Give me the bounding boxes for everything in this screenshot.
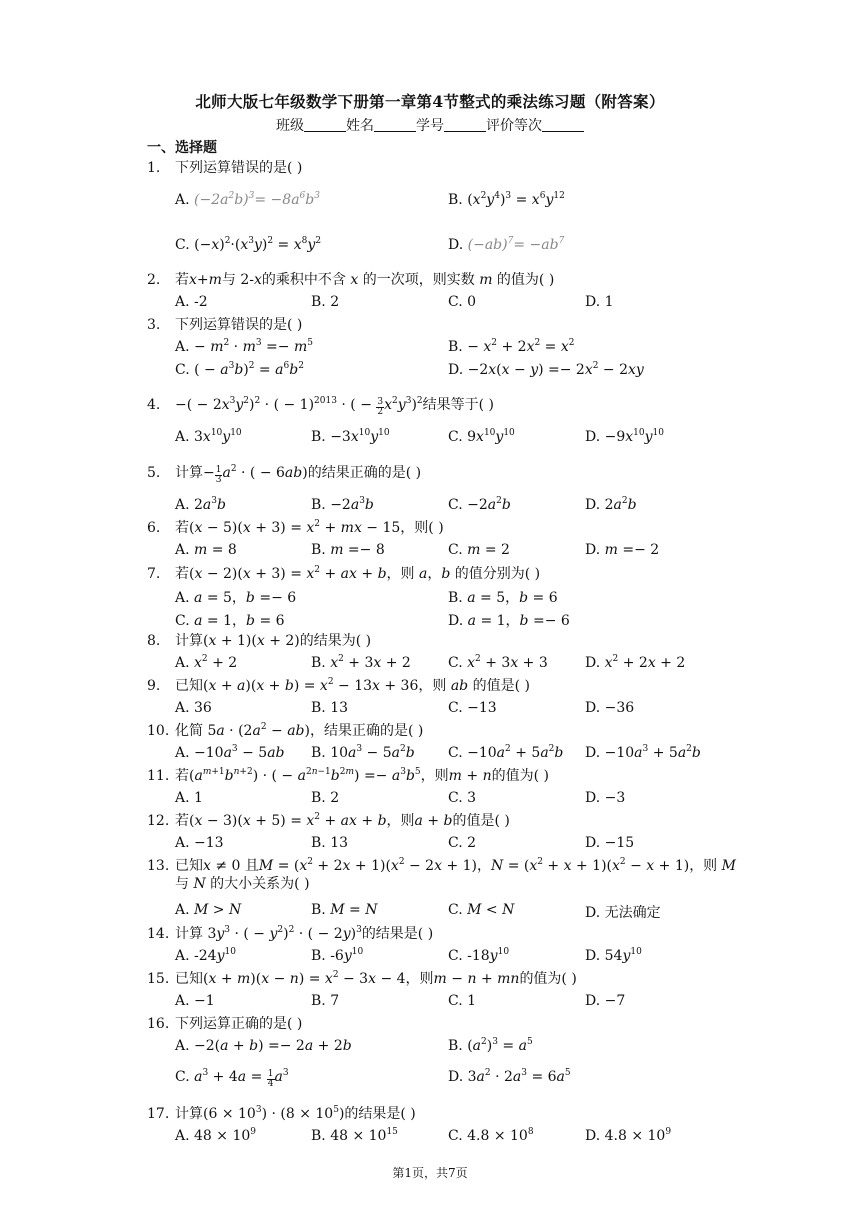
question-number: 3.	[147, 317, 161, 333]
option-a: A. m = 8	[175, 542, 237, 558]
question-stem: 计算(x + 1)(x + 2)的结果为( )	[175, 633, 372, 649]
question-stem: 化简 $5a \cdot (2a^2 - ab)$，结果正确的是( )	[175, 722, 424, 739]
option-b: B. $(a^2)^3 = a^5$	[448, 1037, 533, 1054]
option-a: A. $3x^{10}y^{10}$	[175, 428, 242, 445]
question-stem: 下列运算错误的是( )	[175, 317, 303, 333]
option-c: C. $a^3 + 4a$ = $\frac{1}{4}$ $a^3$	[175, 1068, 289, 1089]
option-d: D. −7	[585, 993, 626, 1009]
rank-label: 评价等次	[486, 118, 542, 134]
option-c: C. $9x^{10}y^{10}$	[448, 428, 515, 445]
question-stem: 若x+m与 2-x的乘积中不含 x 的一次项，则实数 m 的值为( )	[175, 272, 555, 288]
option-c: C. $-18y^{10}$	[448, 947, 510, 964]
option-b: B. M = N	[311, 902, 378, 918]
option-d: D. −15	[585, 835, 635, 851]
option-a: A. 36	[175, 700, 212, 716]
question-stem: 计算 $3y^3$ · ( − $y^2)^2$ · ( − 2y)$^3$的结果是( )	[175, 925, 434, 942]
question-stem: −( − $2x^3y^2)^2$ · ( − 1)$^{2013}$ · ( − $\frac{3}{2}$ $x^2y^3)^2$结果等于( )	[175, 396, 495, 417]
option-d: D. $(-ab)^7= -ab^7$	[448, 236, 565, 253]
option-d: D. $3a^2 \cdot 2a^3 = 6a^5$	[448, 1068, 571, 1085]
question-number: 4.	[147, 397, 161, 413]
option-b: B. $10a^3 - 5a^2b$	[311, 744, 415, 761]
question-number: 17.	[147, 1106, 170, 1122]
question-stem: 若$(a^{m+1}b^{n+2})$ · ( − $a^{2n-1}b^{2m}) =- a^3b^5$，则m + n的值为( )	[175, 767, 549, 784]
question-number: 5.	[147, 465, 161, 481]
option-a: A. $(-2a^2b)^3= -8a^6b^3$	[175, 191, 320, 208]
class-blank	[304, 119, 346, 132]
option-d: D. −3	[585, 790, 626, 806]
option-a: A. $-24y^{10}$	[175, 947, 236, 964]
option-d: D. 1	[585, 294, 614, 310]
option-c: C. M < N	[448, 902, 515, 918]
option-c: C. 0	[448, 294, 477, 310]
option-b: B. $-6y^{10}$	[311, 947, 364, 964]
option-d: D. a = 1，b =− 6	[448, 613, 570, 629]
question-stem: 已知x ≠ 0 且$M = (x^2 + 2x + 1)(x^2 - 2x + 1)$，$N = (x^2 + x + 1)(x^2 - x + 1)$，则 M 与 N 的大小关系为( )	[175, 857, 736, 892]
option-a: A. − $m^2 \cdot m^3 =- m^5$	[175, 338, 313, 355]
question-number: 15.	[147, 971, 170, 987]
option-a: A. −1	[175, 993, 215, 1009]
class-label: 班级	[276, 118, 304, 134]
option-d: D. $2a^2b$	[585, 496, 637, 513]
question-number: 10.	[147, 723, 170, 739]
option-b: B. 7	[311, 993, 340, 1009]
option-b: B. $-3x^{10}y^{10}$	[311, 428, 390, 445]
option-b: B. 2	[311, 790, 340, 806]
option-a: A. a = 5，b =− 6	[175, 590, 297, 606]
name-label: 姓名	[346, 118, 374, 134]
option-d: D. $-10a^3 + 5a^2b$	[585, 744, 701, 761]
option-c: C. ( − $a^3b)^2 = a^6b^2$	[175, 361, 304, 378]
question-stem: 下列运算正确的是( )	[175, 1016, 303, 1032]
option-c: C. $4.8 \times 10^8$	[448, 1127, 534, 1144]
question-stem: 计算− $\frac{1}{3}$ $a^2$ · ( − 6ab)的结果正确的是( )	[175, 464, 422, 485]
question-number: 12.	[147, 813, 170, 829]
option-c: C. $(-x)^2\cdot(x^3y)^2 = x^8y^2$	[175, 236, 322, 253]
question-number: 6.	[147, 520, 161, 536]
question-stem: 已知$(x + a)(x + b) = x^2 - 13x + 36$，则 ab 的值是( )	[175, 677, 530, 694]
question-stem: 下列运算错误的是( )	[175, 160, 303, 176]
option-d: D. 无法确定	[585, 905, 661, 921]
option-b: B. 13	[311, 700, 349, 716]
option-d: D. m =− 2	[585, 542, 660, 558]
question-stem: 若$(x - 5)(x + 3) = x^2$ + mx − 15，则( )	[175, 519, 444, 536]
question-number: 13.	[147, 858, 170, 874]
option-a: A. -2	[175, 294, 208, 310]
question-number: 14.	[147, 926, 170, 942]
student-info-line	[0, 115, 860, 135]
option-c: C. $x^2 + 3x + 3$	[448, 654, 548, 671]
option-c: C. m = 2	[448, 542, 510, 558]
question-number: 16.	[147, 1016, 170, 1032]
question-stem: 若$(x - 2)(x + 3) = x^2$ + ax + b，则 a，b 的值分别为( )	[175, 565, 541, 582]
option-d: D. $4.8 \times 10^9$	[585, 1127, 672, 1144]
option-d: D. $54y^{10}$	[585, 947, 642, 964]
option-b: B. $x^2 + 3x + 2$	[311, 654, 411, 671]
option-a: A. 1	[175, 790, 203, 806]
question-number: 8.	[147, 633, 161, 649]
option-d: D. $-9x^{10}y^{10}$	[585, 428, 664, 445]
name-blank	[374, 119, 416, 132]
section-title: 一、选择题	[147, 140, 217, 156]
option-b: B. $48 \times 10^{15}$	[311, 1127, 398, 1144]
option-a: A. $-10a^3 - 5ab$	[175, 744, 285, 761]
option-b: B. a = 5，b = 6	[448, 590, 558, 606]
option-b: B. m =− 8	[311, 542, 385, 558]
option-b: B. 13	[311, 835, 349, 851]
option-c: C. 1	[448, 993, 477, 1009]
option-a: A. −2(a + b) =− 2a + 2b	[175, 1038, 352, 1054]
option-a: A. $x^2 + 2$	[175, 654, 238, 671]
question-stem: 已知$(x + m)(x - n) = x^2 - 3x - 4$，则m − n + mn的值为( )	[175, 970, 577, 987]
question-stem: 若$(x - 3)(x + 5) = x^2$ + ax + b，则a + b的值是( )	[175, 812, 510, 829]
student-id-label: 学号	[416, 118, 444, 134]
option-a: A. −13	[175, 835, 224, 851]
question-number: 2.	[147, 272, 161, 288]
option-a: A. $2a^3b$	[175, 496, 226, 513]
option-c: C. 2	[448, 835, 477, 851]
option-b: B. $-2a^3b$	[311, 496, 374, 513]
option-b: B. − $x^2 + 2x^2 = x^2$	[448, 338, 575, 355]
question-number: 7.	[147, 566, 161, 582]
option-c: C. a = 1，b = 6	[175, 613, 285, 629]
option-d: D. −36	[585, 700, 635, 716]
option-d: D. $-2x(x - y) =- 2x^2 - 2xy$	[448, 361, 644, 378]
question-number: 11.	[147, 768, 170, 784]
id-blank	[444, 119, 486, 132]
question-number: 1.	[147, 160, 161, 176]
option-b: B. $(x^2y^4)^3 = x^6y^{12}$	[448, 191, 565, 208]
question-number: 9.	[147, 678, 161, 694]
option-c: C. −13	[448, 700, 497, 716]
document-title: 北师大版七年级数学下册第一章第4节整式的乘法练习题（附答案）	[195, 92, 665, 111]
option-c: C. $-2a^2b$	[448, 496, 511, 513]
option-c: C. $-10a^2 + 5a^2b$	[448, 744, 564, 761]
question-stem: 计算$(6 \times 10^3) \cdot (8 \times 10^5)$的结果是( )	[175, 1105, 416, 1122]
page-footer: 第1页，共7页	[392, 1166, 468, 1180]
option-c: C. 3	[448, 790, 477, 806]
option-a: A. $48 \times 10^9$	[175, 1127, 257, 1144]
rank-blank	[542, 119, 584, 132]
option-a: A. M > N	[175, 902, 242, 918]
option-d: D. $x^2 + 2x + 2$	[585, 654, 686, 671]
option-b: B. 2	[311, 294, 340, 310]
